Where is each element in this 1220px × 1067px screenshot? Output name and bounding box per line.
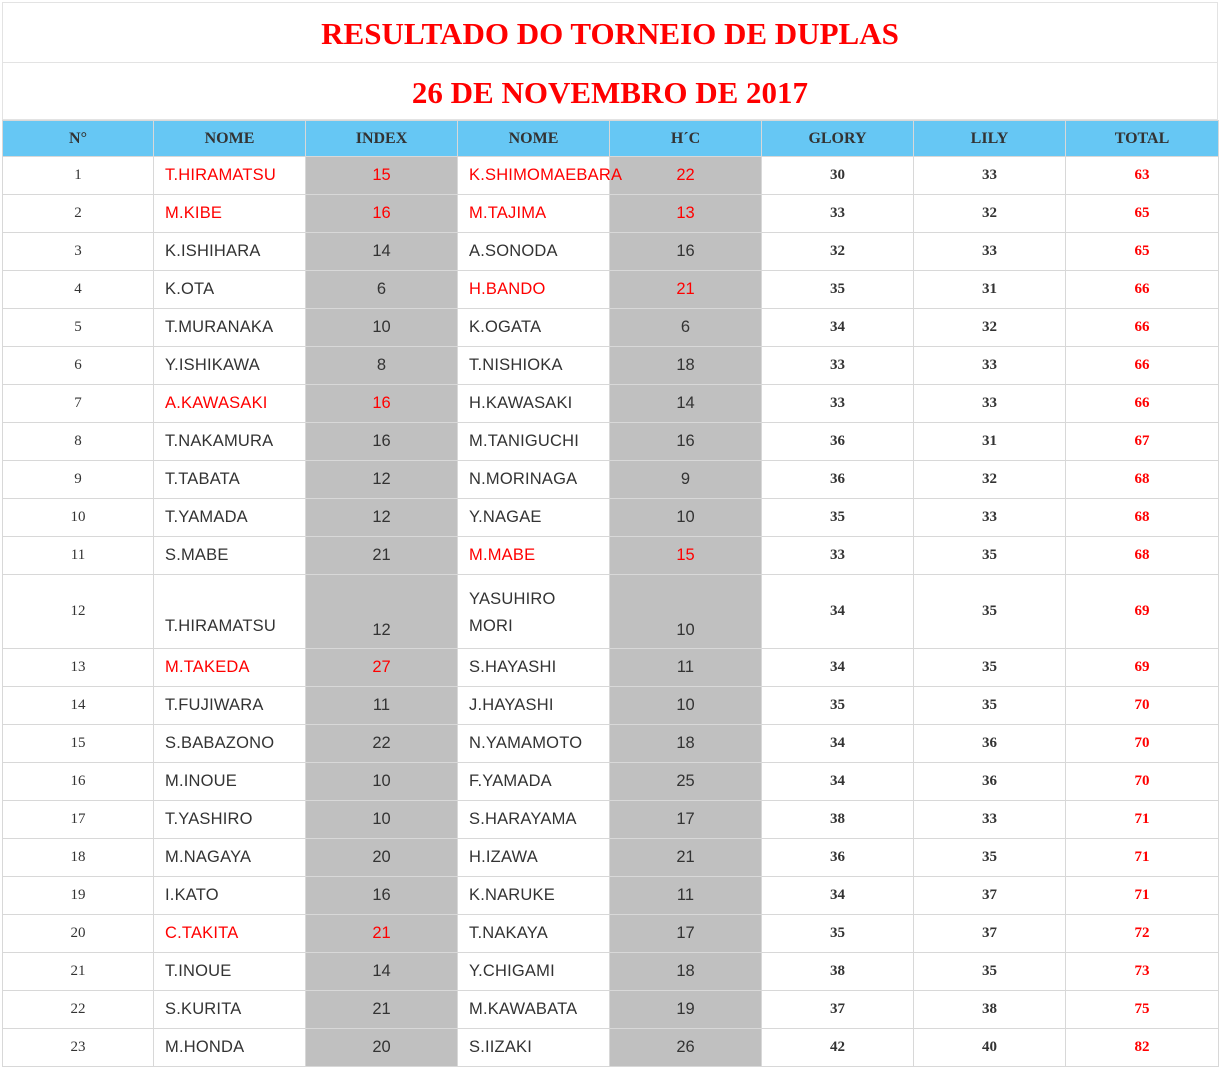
- lily-score: 37: [914, 915, 1066, 953]
- player-2-handicap: 17: [610, 801, 762, 839]
- table-header-row: [3, 121, 1219, 157]
- player-1-name: T.TABATA: [154, 461, 306, 499]
- glory-score: 36: [762, 461, 914, 499]
- table-row: [3, 1029, 1219, 1067]
- player-2-name: J.HAYASHI: [458, 687, 610, 725]
- row-number: 16: [3, 763, 154, 801]
- player-2-name-text: YASUHIRO MORI: [469, 590, 556, 635]
- row-number: 20: [3, 915, 154, 953]
- player-1-index: 21: [306, 915, 458, 953]
- table-row: [3, 915, 1219, 953]
- total-score: 70: [1066, 687, 1219, 725]
- glory-score: 35: [762, 915, 914, 953]
- player-2-name: H.KAWASAKI: [458, 385, 610, 423]
- player-2-handicap: 16: [610, 233, 762, 271]
- player-1-index: 11: [306, 687, 458, 725]
- table-row: [3, 953, 1219, 991]
- page-date: 26 DE NOVEMBRO DE 2017: [2, 62, 1218, 120]
- total-score: 66: [1066, 309, 1219, 347]
- total-score: 63: [1066, 157, 1219, 195]
- player-1-index: 21: [306, 537, 458, 575]
- player-2-name: H.IZAWA: [458, 839, 610, 877]
- glory-score: 35: [762, 271, 914, 309]
- table-row: [3, 649, 1219, 687]
- lily-score: 31: [914, 423, 1066, 461]
- row-number: 18: [3, 839, 154, 877]
- lily-score: 38: [914, 991, 1066, 1029]
- total-score: 72: [1066, 915, 1219, 953]
- table-row: [3, 157, 1219, 195]
- player-1-index: 16: [306, 195, 458, 233]
- player-1-index: 12: [306, 461, 458, 499]
- player-2-name: T.NAKAYA: [458, 915, 610, 953]
- player-2-handicap: 16: [610, 423, 762, 461]
- glory-score: 36: [762, 423, 914, 461]
- header-index: INDEX: [306, 121, 458, 157]
- glory-score: 34: [762, 649, 914, 687]
- glory-score: 33: [762, 385, 914, 423]
- lily-score: 33: [914, 347, 1066, 385]
- table-row: [3, 309, 1219, 347]
- total-score: 71: [1066, 877, 1219, 915]
- glory-score: 33: [762, 537, 914, 575]
- lily-score: 32: [914, 461, 1066, 499]
- player-1-name: M.TAKEDA: [154, 649, 306, 687]
- row-number: 4: [3, 271, 154, 309]
- header-name-2: NOME: [458, 121, 610, 157]
- player-2-handicap: 18: [610, 347, 762, 385]
- glory-score: 38: [762, 801, 914, 839]
- row-number: 1: [3, 157, 154, 195]
- lily-score: 31: [914, 271, 1066, 309]
- player-1-index: 16: [306, 385, 458, 423]
- row-number: 19: [3, 877, 154, 915]
- glory-score: 38: [762, 953, 914, 991]
- player-2-name: A.SONODA: [458, 233, 610, 271]
- player-1-index: 6: [306, 271, 458, 309]
- glory-score: 36: [762, 839, 914, 877]
- table-row: [3, 423, 1219, 461]
- header-total: TOTAL: [1066, 121, 1219, 157]
- player-1-name: M.KIBE: [154, 195, 306, 233]
- glory-score: 34: [762, 877, 914, 915]
- table-row: [3, 877, 1219, 915]
- lily-score: 35: [914, 953, 1066, 991]
- player-2-name: K.NARUKE: [458, 877, 610, 915]
- player-2-name: T.NISHIOKA: [458, 347, 610, 385]
- total-score: 65: [1066, 233, 1219, 271]
- player-2-name: N.YAMAMOTO: [458, 725, 610, 763]
- lily-score: 33: [914, 157, 1066, 195]
- total-score: 71: [1066, 839, 1219, 877]
- lily-score: 33: [914, 233, 1066, 271]
- player-2-handicap: 18: [610, 953, 762, 991]
- player-2-name: K.OGATA: [458, 309, 610, 347]
- player-2-handicap: 18: [610, 725, 762, 763]
- row-number: 9: [3, 461, 154, 499]
- player-1-name: T.YASHIRO: [154, 801, 306, 839]
- table-row: [3, 991, 1219, 1029]
- lily-score: 40: [914, 1029, 1066, 1067]
- glory-score: 33: [762, 347, 914, 385]
- glory-score: 42: [762, 1029, 914, 1067]
- table-row: [3, 499, 1219, 537]
- results-sheet: [2, 2, 1218, 1067]
- total-score: 70: [1066, 763, 1219, 801]
- header-handicap: H´C: [610, 121, 762, 157]
- player-1-index: 12: [306, 575, 458, 649]
- player-2-name: S.HARAYAMA: [458, 801, 610, 839]
- player-2-handicap: 15: [610, 537, 762, 575]
- player-1-name: S.KURITA: [154, 991, 306, 1029]
- player-1-index: 21: [306, 991, 458, 1029]
- player-1-index: 10: [306, 801, 458, 839]
- player-1-name: Y.ISHIKAWA: [154, 347, 306, 385]
- header-name-1: NOME: [154, 121, 306, 157]
- player-2-name: S.IIZAKI: [458, 1029, 610, 1067]
- glory-score: 34: [762, 575, 914, 649]
- player-1-name: T.FUJIWARA: [154, 687, 306, 725]
- player-2-handicap: 26: [610, 1029, 762, 1067]
- row-number: 8: [3, 423, 154, 461]
- row-number: 21: [3, 953, 154, 991]
- glory-score: 35: [762, 687, 914, 725]
- glory-score: 33: [762, 195, 914, 233]
- lily-score: 33: [914, 385, 1066, 423]
- total-score: 69: [1066, 575, 1219, 649]
- table-row: [3, 537, 1219, 575]
- page-title: RESULTADO DO TORNEIO DE DUPLAS: [2, 2, 1218, 62]
- player-1-name: T.YAMADA: [154, 499, 306, 537]
- player-2-name: M.KAWABATA: [458, 991, 610, 1029]
- lily-score: 32: [914, 309, 1066, 347]
- row-number: 6: [3, 347, 154, 385]
- player-2-handicap: 22: [610, 157, 762, 195]
- player-1-index: 16: [306, 423, 458, 461]
- lily-score: 35: [914, 839, 1066, 877]
- player-1-index: 27: [306, 649, 458, 687]
- player-1-index: 14: [306, 953, 458, 991]
- total-score: 67: [1066, 423, 1219, 461]
- total-score: 66: [1066, 347, 1219, 385]
- player-2-handicap: 13: [610, 195, 762, 233]
- player-2-name: K.SHIMOMAEBARA: [458, 157, 610, 195]
- table-row: [3, 233, 1219, 271]
- glory-score: 35: [762, 499, 914, 537]
- table-row: [3, 347, 1219, 385]
- player-1-name: T.HIRAMATSU: [154, 157, 306, 195]
- results-table: [2, 120, 1219, 1067]
- table-row: [3, 687, 1219, 725]
- player-2-name: M.TANIGUCHI: [458, 423, 610, 461]
- total-score: 73: [1066, 953, 1219, 991]
- glory-score: 34: [762, 309, 914, 347]
- player-1-index: 20: [306, 839, 458, 877]
- glory-score: 37: [762, 991, 914, 1029]
- total-score: 69: [1066, 649, 1219, 687]
- player-1-index: 15: [306, 157, 458, 195]
- row-number: 11: [3, 537, 154, 575]
- row-number: 5: [3, 309, 154, 347]
- row-number: 22: [3, 991, 154, 1029]
- player-1-index: 22: [306, 725, 458, 763]
- player-2-name: M.TAJIMA: [458, 195, 610, 233]
- row-number: 7: [3, 385, 154, 423]
- total-score: 68: [1066, 499, 1219, 537]
- total-score: 66: [1066, 385, 1219, 423]
- lily-score: 35: [914, 537, 1066, 575]
- glory-score: 34: [762, 725, 914, 763]
- player-2-handicap: 10: [610, 687, 762, 725]
- row-number: 23: [3, 1029, 154, 1067]
- lily-score: 36: [914, 763, 1066, 801]
- player-1-name: S.BABAZONO: [154, 725, 306, 763]
- table-body: [3, 157, 1219, 1067]
- table-row: [3, 763, 1219, 801]
- row-number: 14: [3, 687, 154, 725]
- player-2-name: F.YAMADA: [458, 763, 610, 801]
- lily-score: 35: [914, 687, 1066, 725]
- row-number: 2: [3, 195, 154, 233]
- total-score: 70: [1066, 725, 1219, 763]
- lily-score: 35: [914, 575, 1066, 649]
- player-2-name: S.HAYASHI: [458, 649, 610, 687]
- table-row: [3, 725, 1219, 763]
- row-number: 13: [3, 649, 154, 687]
- player-2-handicap: 21: [610, 271, 762, 309]
- player-2-handicap: 17: [610, 915, 762, 953]
- lily-score: 35: [914, 649, 1066, 687]
- total-score: 82: [1066, 1029, 1219, 1067]
- lily-score: 33: [914, 801, 1066, 839]
- player-2-handicap: 11: [610, 877, 762, 915]
- total-score: 68: [1066, 537, 1219, 575]
- player-2-handicap: 14: [610, 385, 762, 423]
- glory-score: 30: [762, 157, 914, 195]
- row-number: 17: [3, 801, 154, 839]
- player-1-index: 10: [306, 763, 458, 801]
- player-2-name: [458, 575, 610, 649]
- total-score: 66: [1066, 271, 1219, 309]
- player-1-index: 12: [306, 499, 458, 537]
- total-score: 71: [1066, 801, 1219, 839]
- player-2-handicap: 21: [610, 839, 762, 877]
- player-2-handicap: 11: [610, 649, 762, 687]
- header-glory: GLORY: [762, 121, 914, 157]
- player-1-name: K.ISHIHARA: [154, 233, 306, 271]
- player-1-name-text: T.HIRAMATSU: [165, 617, 276, 635]
- player-1-name: K.OTA: [154, 271, 306, 309]
- player-1-index: 14: [306, 233, 458, 271]
- player-1-name: S.MABE: [154, 537, 306, 575]
- table-row: [3, 195, 1219, 233]
- table-row: [3, 839, 1219, 877]
- lily-score: 32: [914, 195, 1066, 233]
- row-number: 3: [3, 233, 154, 271]
- player-1-index: 10: [306, 309, 458, 347]
- total-score: 65: [1066, 195, 1219, 233]
- player-2-handicap: 9: [610, 461, 762, 499]
- player-2-name: Y.CHIGAMI: [458, 953, 610, 991]
- player-1-name: T.INOUE: [154, 953, 306, 991]
- player-2-handicap: 25: [610, 763, 762, 801]
- player-2-handicap: 19: [610, 991, 762, 1029]
- player-1-name: M.HONDA: [154, 1029, 306, 1067]
- glory-score: 32: [762, 233, 914, 271]
- table-row: [3, 575, 1219, 649]
- header-lily: LILY: [914, 121, 1066, 157]
- player-1-name: A.KAWASAKI: [154, 385, 306, 423]
- player-1-index: 16: [306, 877, 458, 915]
- row-number: 12: [3, 575, 154, 649]
- table-row: [3, 461, 1219, 499]
- player-2-name: H.BANDO: [458, 271, 610, 309]
- player-2-handicap: 10: [610, 575, 762, 649]
- header-number: N°: [3, 121, 154, 157]
- player-1-index: 20: [306, 1029, 458, 1067]
- player-1-name: T.MURANAKA: [154, 309, 306, 347]
- player-1-name: C.TAKITA: [154, 915, 306, 953]
- lily-score: 33: [914, 499, 1066, 537]
- table-row: [3, 801, 1219, 839]
- total-score: 75: [1066, 991, 1219, 1029]
- player-2-name: Y.NAGAE: [458, 499, 610, 537]
- table-row: [3, 271, 1219, 309]
- player-2-name: N.MORINAGA: [458, 461, 610, 499]
- total-score: 68: [1066, 461, 1219, 499]
- player-2-handicap: 6: [610, 309, 762, 347]
- player-1-index: 8: [306, 347, 458, 385]
- player-1-name: T.NAKAMURA: [154, 423, 306, 461]
- player-2-name: M.MABE: [458, 537, 610, 575]
- row-number: 10: [3, 499, 154, 537]
- player-1-name: [154, 575, 306, 649]
- lily-score: 37: [914, 877, 1066, 915]
- glory-score: 34: [762, 763, 914, 801]
- row-number: 15: [3, 725, 154, 763]
- player-1-name: M.NAGAYA: [154, 839, 306, 877]
- player-2-handicap: 10: [610, 499, 762, 537]
- player-1-name: I.KATO: [154, 877, 306, 915]
- table-row: [3, 385, 1219, 423]
- player-1-name: M.INOUE: [154, 763, 306, 801]
- lily-score: 36: [914, 725, 1066, 763]
